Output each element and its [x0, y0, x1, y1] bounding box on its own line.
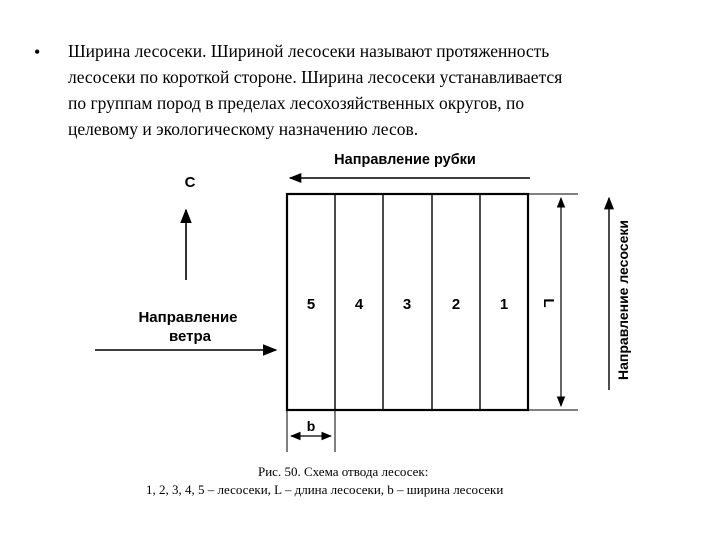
paragraph-line: лесосеки по короткой стороне. Ширина лесосеки устанавливается — [68, 67, 563, 87]
wind-label-line2: ветра — [168, 328, 212, 345]
bullet-marker: • — [34, 42, 41, 62]
paragraph-line: по группам пород в пределах лесохозяйственных округов, по — [68, 93, 525, 113]
north-label: С — [184, 174, 196, 191]
side-direction-label: Направление лесосеки — [615, 220, 631, 380]
paragraph-line: целевому и экологическому назначению лесов. — [68, 119, 419, 139]
width-label: b — [306, 418, 316, 434]
strip-label-3: 3 — [402, 296, 412, 313]
strip-label-5: 5 — [306, 296, 316, 313]
paragraph-line: Ширина лесосеки. Шириной лесосеки называют протяженность — [68, 41, 550, 61]
figure-caption-title: Рис. 50. Схема отвода лесосек: — [258, 464, 429, 479]
strip-label-1: 1 — [499, 296, 509, 313]
strip-label-2: 2 — [451, 296, 461, 313]
figure-caption-legend: 1, 2, 3, 4, 5 – лесосеки, L – длина лесосеки, b – ширина лесосеки — [146, 482, 504, 497]
wind-label-line1: Направление — [138, 309, 238, 326]
strip-label-4: 4 — [354, 296, 364, 313]
length-label: L — [540, 298, 557, 308]
cutting-direction-label: Направление рубки — [334, 152, 476, 168]
